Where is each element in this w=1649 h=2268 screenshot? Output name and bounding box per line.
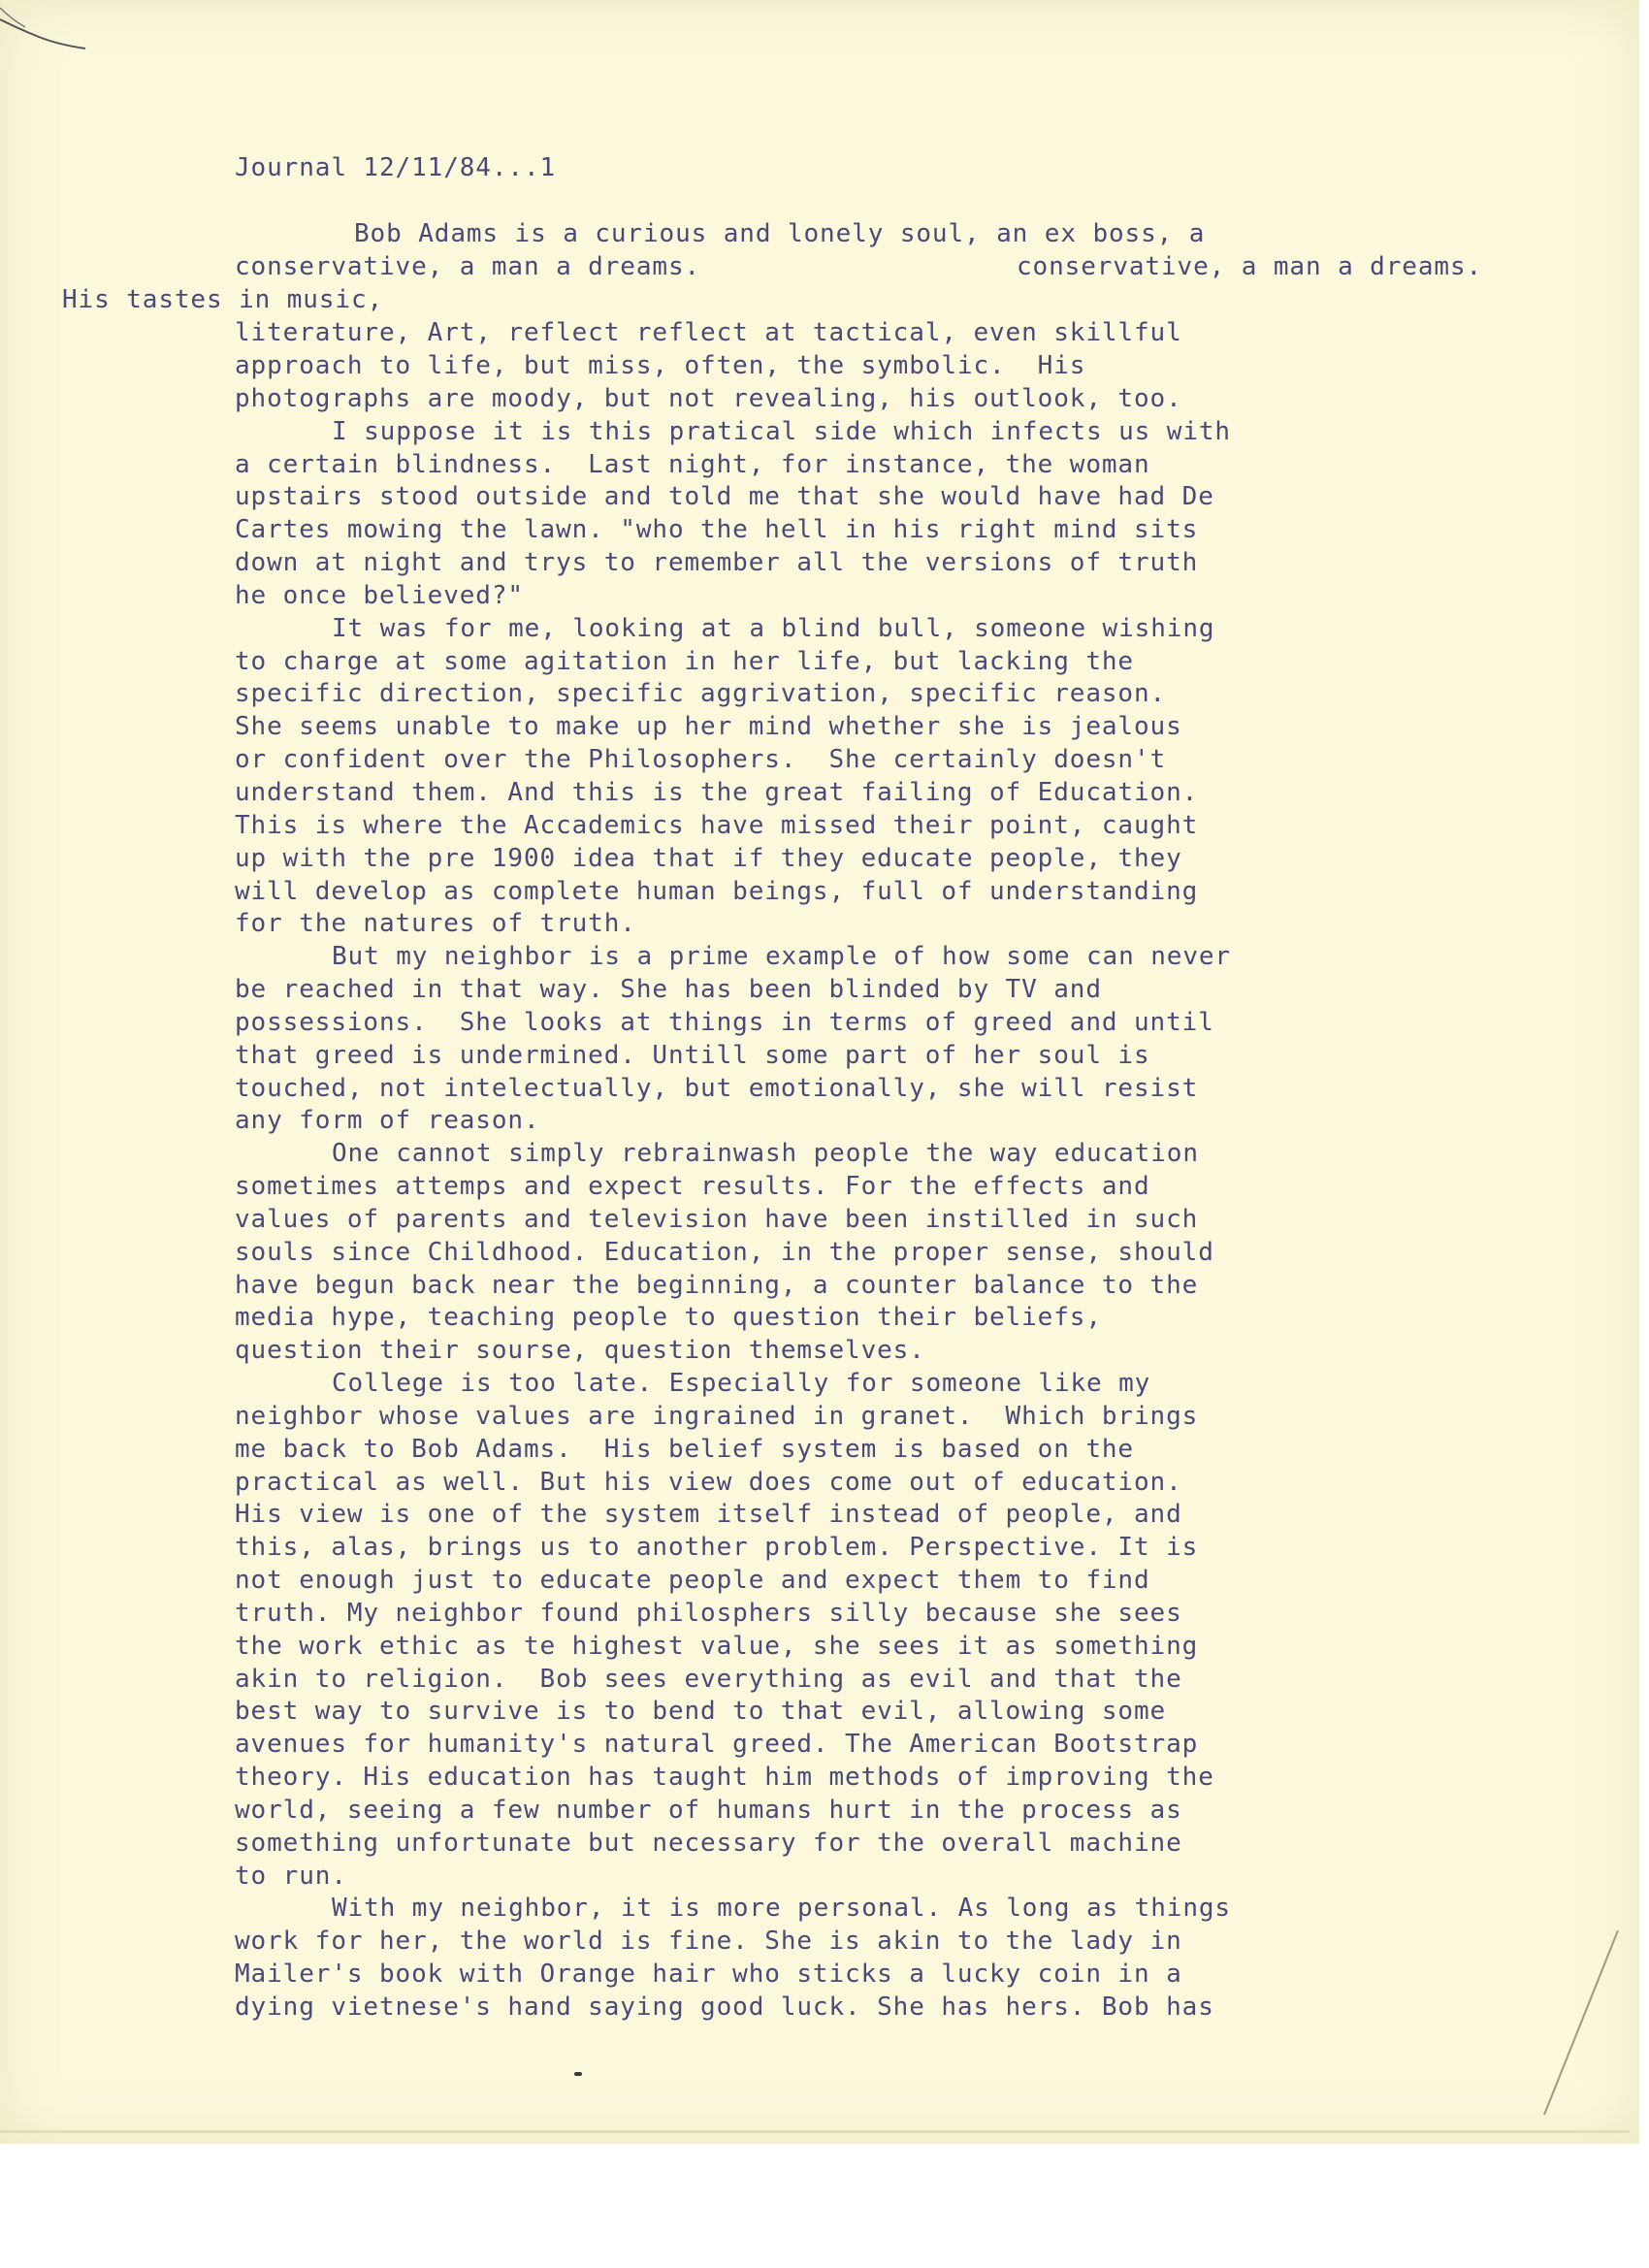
- text-line: conservative, a man a dreams.: [235, 252, 701, 281]
- text-line: possessions. She looks at things in terms of greed and until: [235, 1008, 1214, 1037]
- text-line: Mailer's book with Orange hair who sticks a lucky coin in a: [235, 1960, 1182, 1989]
- text-line: literature, Art, reflect reflect at tactical, even skillful: [235, 318, 1182, 347]
- text-line: to charge at some agitation in her life, but lacking the: [235, 647, 1134, 676]
- text-line: With my neighbor, it is more personal. As long as things: [332, 1894, 1231, 1923]
- text-line: Bob Adams is a curious and lonely soul, an ex boss, a: [354, 219, 1206, 248]
- text-line: that greed is undermined. Untill some part of her soul is: [235, 1041, 1150, 1070]
- text-line: Cartes mowing the lawn. "who the hell in his right mind sits: [235, 515, 1199, 544]
- text-line: touched, not intelectually, but emotionally, she will resist: [235, 1074, 1199, 1103]
- ink-mark: [574, 2072, 582, 2076]
- folded-corner: [0, 0, 87, 58]
- text-line: It was for me, looking at a blind bull, someone wishing: [332, 614, 1215, 643]
- text-line: His view is one of the system itself instead of people, and: [235, 1500, 1182, 1529]
- text-line: avenues for humanity's natural greed. The American Bootstrap: [235, 1730, 1199, 1759]
- text-line: work for her, the world is fine. She is akin to the lady in: [235, 1927, 1182, 1956]
- text-line: This is where the Accademics have missed their point, caught: [235, 811, 1199, 840]
- text-line: will develop as complete human beings, full of understanding: [235, 877, 1199, 906]
- text-line: world, seeing a few number of humans hurt in the process as: [235, 1796, 1182, 1825]
- text-line: or confident over the Philosophers. She certainly doesn't: [235, 745, 1167, 774]
- text-line: question their sourse, question themselves.: [235, 1336, 925, 1365]
- text-line: be reached in that way. She has been blinded by TV and: [235, 975, 1102, 1004]
- text-line: he once believed?": [235, 581, 524, 610]
- text-line: But my neighbor is a prime example of how some can never: [332, 942, 1231, 971]
- paper-bottom-edge: [0, 2130, 1630, 2133]
- text-line: for the natures of truth.: [235, 909, 636, 938]
- text-line: any form of reason.: [235, 1106, 540, 1135]
- text-line: conservative, a man a dreams.: [1017, 252, 1483, 281]
- text-line: have begun back near the beginning, a counter balance to the: [235, 1271, 1199, 1300]
- text-line: neighbor whose values are ingrained in granet. Which brings: [235, 1402, 1199, 1431]
- text-line: to run.: [235, 1862, 347, 1891]
- text-line: approach to life, but miss, often, the symbolic. His: [235, 351, 1086, 380]
- text-line: truth. My neighbor found philosphers silly because she sees: [235, 1599, 1182, 1628]
- text-line: me back to Bob Adams. His belief system is based on the: [235, 1435, 1134, 1464]
- text-line: theory. His education has taught him methods of improving the: [235, 1763, 1214, 1792]
- text-line: values of parents and television have been instilled in such: [235, 1205, 1199, 1234]
- text-line: His tastes in music,: [62, 285, 384, 314]
- text-line: dying vietnese's hand saying good luck. She has hers. Bob has: [235, 1993, 1214, 2022]
- text-line: She seems unable to make up her mind whether she is jealous: [235, 712, 1182, 741]
- text-line: not enough just to educate people and expect them to find: [235, 1566, 1150, 1595]
- text-line: practical as well. But his view does come out of education.: [235, 1468, 1182, 1497]
- text-line: souls since Childhood. Education, in the proper sense, should: [235, 1238, 1214, 1267]
- text-line: the work ethic as te highest value, she sees it as something: [235, 1632, 1199, 1661]
- text-line: photographs are moody, but not revealing, his outlook, too.: [235, 384, 1182, 413]
- text-line: media hype, teaching people to question their beliefs,: [235, 1303, 1102, 1332]
- text-line: upstairs stood outside and told me that she would have had De: [235, 482, 1214, 511]
- text-line: up with the pre 1900 idea that if they educate people, they: [235, 844, 1182, 873]
- text-line: understand them. And this is the great failing of Education.: [235, 778, 1199, 807]
- journal-title: Journal 12/11/84...1: [235, 153, 557, 182]
- text-line: a certain blindness. Last night, for instance, the woman: [235, 450, 1150, 479]
- text-line: sometimes attemps and expect results. For the effects and: [235, 1172, 1150, 1201]
- text-line: I suppose it is this pratical side which infects us with: [332, 417, 1231, 446]
- text-line: specific direction, specific aggrivation, specific reason.: [235, 679, 1167, 708]
- text-line: something unfortunate but necessary for the overall machine: [235, 1829, 1182, 1858]
- text-line: down at night and trys to remember all the versions of truth: [235, 548, 1199, 577]
- text-line: akin to religion. Bob sees everything as evil and that the: [235, 1665, 1182, 1694]
- text-line: One cannot simply rebrainwash people the way education: [332, 1139, 1199, 1168]
- crease-line: [1542, 1930, 1620, 2124]
- text-line: best way to survive is to bend to that evil, allowing some: [235, 1697, 1167, 1726]
- text-line: College is too late. Especially for someone like my: [332, 1369, 1151, 1398]
- text-line: this, alas, brings us to another problem. Perspective. It is: [235, 1533, 1199, 1562]
